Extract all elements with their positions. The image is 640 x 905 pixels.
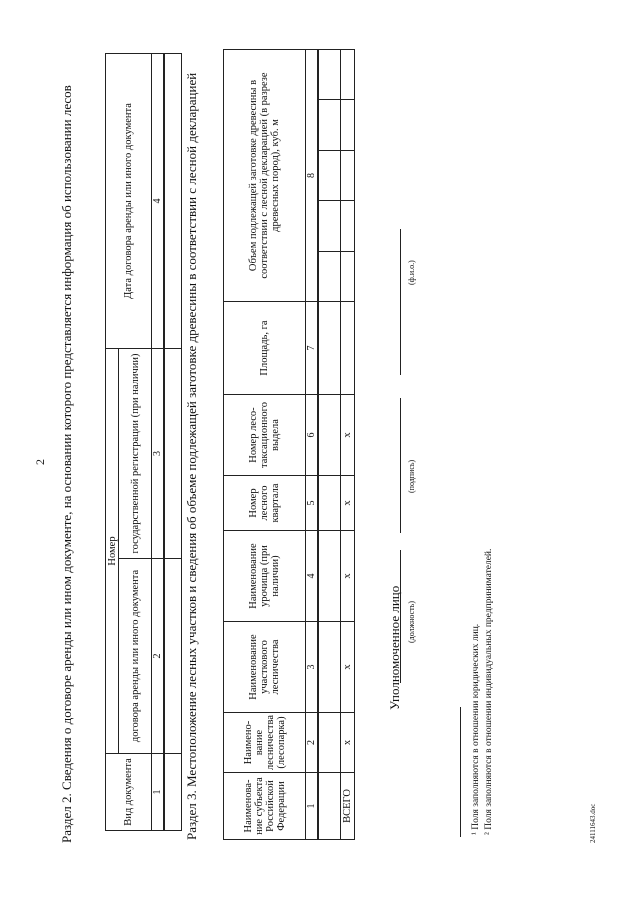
col-number: 2 xyxy=(306,713,319,773)
table-cell xyxy=(318,201,340,251)
position-line xyxy=(400,550,401,683)
col-number: 1 xyxy=(306,773,319,840)
header-forestry: Наимено-вание лесничества (лесопарка) xyxy=(224,713,306,773)
col-number: 1 xyxy=(152,754,165,831)
table-cell xyxy=(340,201,354,251)
header-nomer: Номер xyxy=(106,349,119,754)
header-tract: Наименование урочища (при наличии) xyxy=(224,531,306,622)
footnote-separator xyxy=(460,707,461,837)
table-cell xyxy=(340,302,354,395)
col-number: 4 xyxy=(152,54,165,349)
table-cell xyxy=(318,395,340,476)
table-cell xyxy=(340,251,354,301)
header-district-forestry: Наименование участкового лесничества xyxy=(224,622,306,713)
header-quarter: Номер лесного квартала xyxy=(224,476,306,531)
total-mark: x xyxy=(340,713,354,773)
header-section: Номер лесо-таксационного выдела xyxy=(224,395,306,476)
total-mark: x xyxy=(340,395,354,476)
col-number: 4 xyxy=(306,531,319,622)
table-cell xyxy=(318,302,340,395)
table-cell xyxy=(340,50,354,100)
section3-title: Раздел 3. Местоположение лесных участков и сведения об объеме подлежащей заготовке древесины в соответствии с лесной декларацией xyxy=(184,72,199,840)
header-data: Дата договора аренды или иного документа xyxy=(106,54,152,349)
position-caption: (должность) xyxy=(407,601,416,643)
total-mark: x xyxy=(340,622,354,713)
table-cell xyxy=(318,150,340,200)
signature-caption: (подпись) xyxy=(407,459,416,493)
col-number: 3 xyxy=(306,622,319,713)
section3-table xyxy=(223,49,355,840)
table-cell xyxy=(318,531,340,622)
table-cell xyxy=(164,349,181,559)
table-cell xyxy=(340,100,354,150)
header-nomer-gos: государственной регистрации (при наличии) xyxy=(119,349,152,559)
table-cell xyxy=(164,54,181,349)
header-subject: Наименова-ние субъекта Российской Федерации xyxy=(224,773,306,840)
total-label: ВСЕГО xyxy=(340,773,354,840)
table-cell xyxy=(318,713,340,773)
col-number: 5 xyxy=(306,476,319,531)
footnote-2: ² Поля заполняются в отношении индивидуальных предпринимателей. xyxy=(484,548,494,835)
col-number: 2 xyxy=(152,559,165,754)
table-cell xyxy=(318,476,340,531)
header-nomer-dogovora: договора аренды или иного документа xyxy=(119,559,152,754)
table-cell xyxy=(318,100,340,150)
col-number: 6 xyxy=(306,395,319,476)
document-id: 24111643.doc xyxy=(589,803,597,843)
header-vid: Вид документа xyxy=(106,754,152,831)
table-cell xyxy=(318,251,340,301)
header-volume: Объем подлежащей заготовке древесины в соответствии с лесной декларацией (в разрезе древесных пород), куб. м xyxy=(224,50,306,302)
total-mark: x xyxy=(340,476,354,531)
table-cell xyxy=(318,50,340,100)
table-cell xyxy=(340,150,354,200)
section2-table xyxy=(105,53,182,831)
col-number: 3 xyxy=(152,349,165,559)
section2-title: Раздел 2. Сведения о договоре аренды или ином документе, на основании которого представляется информация об использовании лесов xyxy=(59,85,74,843)
table-cell xyxy=(318,773,340,840)
signature-line xyxy=(400,398,401,533)
header-area: Площадь, га xyxy=(224,302,306,395)
total-mark: x xyxy=(340,531,354,622)
table-cell xyxy=(164,559,181,754)
col-number: 7 xyxy=(306,302,319,395)
footnote-1: ¹ Поля заполняются в отношении юридических лиц. xyxy=(471,623,481,835)
name-line xyxy=(400,229,401,375)
table-cell xyxy=(164,754,181,831)
page-number: 2 xyxy=(33,459,47,465)
name-caption: (ф.и.о.) xyxy=(407,260,416,285)
signatory-label: Уполномоченное лицо xyxy=(387,585,402,710)
col-number: 8 xyxy=(306,50,319,302)
table-cell xyxy=(318,622,340,713)
